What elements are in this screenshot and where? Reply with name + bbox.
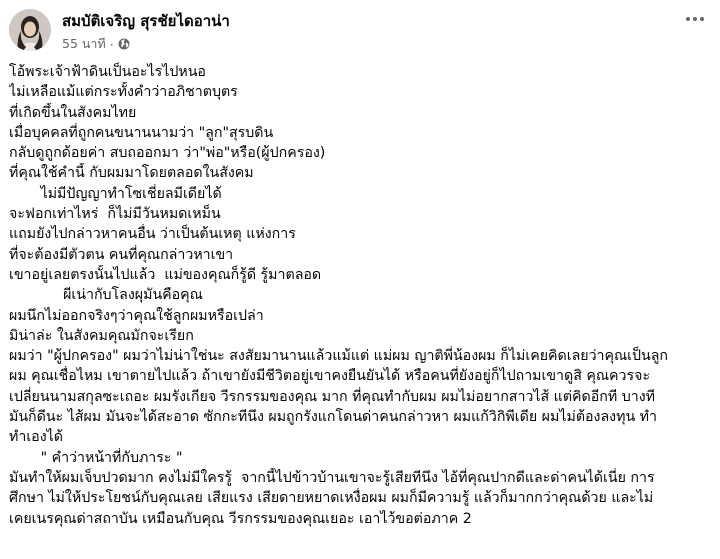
post-line: ผมนึกไม่ออกจริงๆว่าคุณใช้ลูกผมหรือเปล่า	[9, 307, 264, 324]
post-line: " คำว่าหน้าที่กับภาระ "	[9, 449, 183, 466]
post-line: ผีเน่ากับโลงผุมันคือคุณ	[9, 287, 203, 304]
post-line: กลับดูถูกด้อยค่า สบถออกมา ว่า"พ่อ"หรือ(ผู้ปกครอง)	[9, 145, 326, 162]
post-line: ที่เกิดขึ้นในสังคมไทย	[9, 104, 137, 121]
post-line: เขาอยู่เลยตรงนั้นไปแล้ว แม่ของคุณก็รู้ดี รู้มาตลอด	[9, 266, 322, 283]
post-timestamp[interactable]: 55 นาที	[62, 36, 106, 51]
post-line: มันก็ดีนะ ไส้ผม มันจะได้สะอาด ซักกะทีนึง ผมถูกรังแกโดนด่าคนกล่าวหา ผมแก้วิกิพีเดีย ผมไม่ต้องลงทุน ทำ	[9, 409, 657, 426]
post-line: มันทำให้ผมเจ็บปวดมาก คงไม่มีใครรู้ จากนี้ไปข้าวบ้านเขาจะรู้เสียทีนึง ไอ้ที่คุณปากดีและด่าคนได้เนี่ย การ	[9, 469, 655, 486]
post-line: ผม คุณเชื่อไหม เขาตายไปแล้ว ถ้าเขายังมีชีวิตอยู่เขาคงยืนยันได้ หรือคนที่ยังอยู่ก็ไปถามเขาดูสิ คุณควรจะ	[9, 368, 651, 385]
post-line: เมื่อบุคคลที่ถูกคนขนานนามว่า "ลูก"สุรบดิน	[9, 124, 274, 141]
post-meta	[62, 34, 130, 54]
post-line: จะฟอกเท่าไหร่ ก็ไม่มีวันหมดเหม็น	[9, 206, 221, 223]
avatar-photo	[9, 9, 51, 51]
post-line: มิน่าล่ะ ในสังคมคุณมักจะเรียก	[9, 327, 194, 344]
author-avatar[interactable]	[9, 9, 51, 51]
post-line: ไม่เหลือแม้แต่กระทั้งคำว่าอภิชาตบุตร	[9, 84, 238, 101]
post-body	[9, 62, 715, 529]
post-line: ที่จะต้องมีตัวตน คนที่คุณกล่าวหาเขา	[9, 246, 234, 263]
globe-icon[interactable]	[118, 38, 130, 50]
post-line: แถมยังไปกล่าวหาคนอื่น ว่าเป็นต้นเหตุ แห่งการ	[9, 226, 296, 243]
author-name[interactable]: สมบัติเจริญ สุรชัยไดอาน่า	[62, 12, 230, 30]
post-line: ศึกษา ไม่ให้ประโยชน์กับคุณเลย เสียแรง เสียดายหยาดเหงื่อผม ผมก็มีความรู้ แล้วก็มากกว่าคุณด้วย และไม่	[9, 490, 654, 507]
post-line: ไม่มีปัญญาทำโซเชี่ยลมีเดียได้	[9, 185, 222, 202]
meta-separator: ·	[109, 36, 114, 52]
more-options-icon[interactable]	[686, 14, 706, 24]
post-line: ผมว่า "ผู้ปกครอง" ผมว่าไม่น่าใช่นะ สงสัยมานานแล้วแม้แต่ แม่ผม ญาติพี่น้องผม ก็ไม่เคยคิดเลยว่าคุณเป็นลูก	[9, 348, 669, 365]
post-line: ที่คุณใช้คำนี้ กับผมมาโดยตลอดในสังคม	[9, 165, 254, 182]
post-line: เปลี่ยนนามสกุลซะเถอะ ผมรังเกียจ วีรกรรมของคุณ มาก ที่คุณทำกับผม ผมไม่อยากสาวไส้ แต่คิดอีกที บางที	[9, 388, 655, 405]
post-line: เคยเนรคุณด่าสถาบัน เหมือนกับคุณ วีรกรรมของคุณเยอะ เอาไว้ขอต่อภาค 2	[9, 510, 472, 527]
post-line: ทำเองได้	[9, 429, 63, 446]
post-line: โอ้พระเจ้าฟ้าดินเป็นอะไรไปหนอ	[9, 64, 206, 80]
